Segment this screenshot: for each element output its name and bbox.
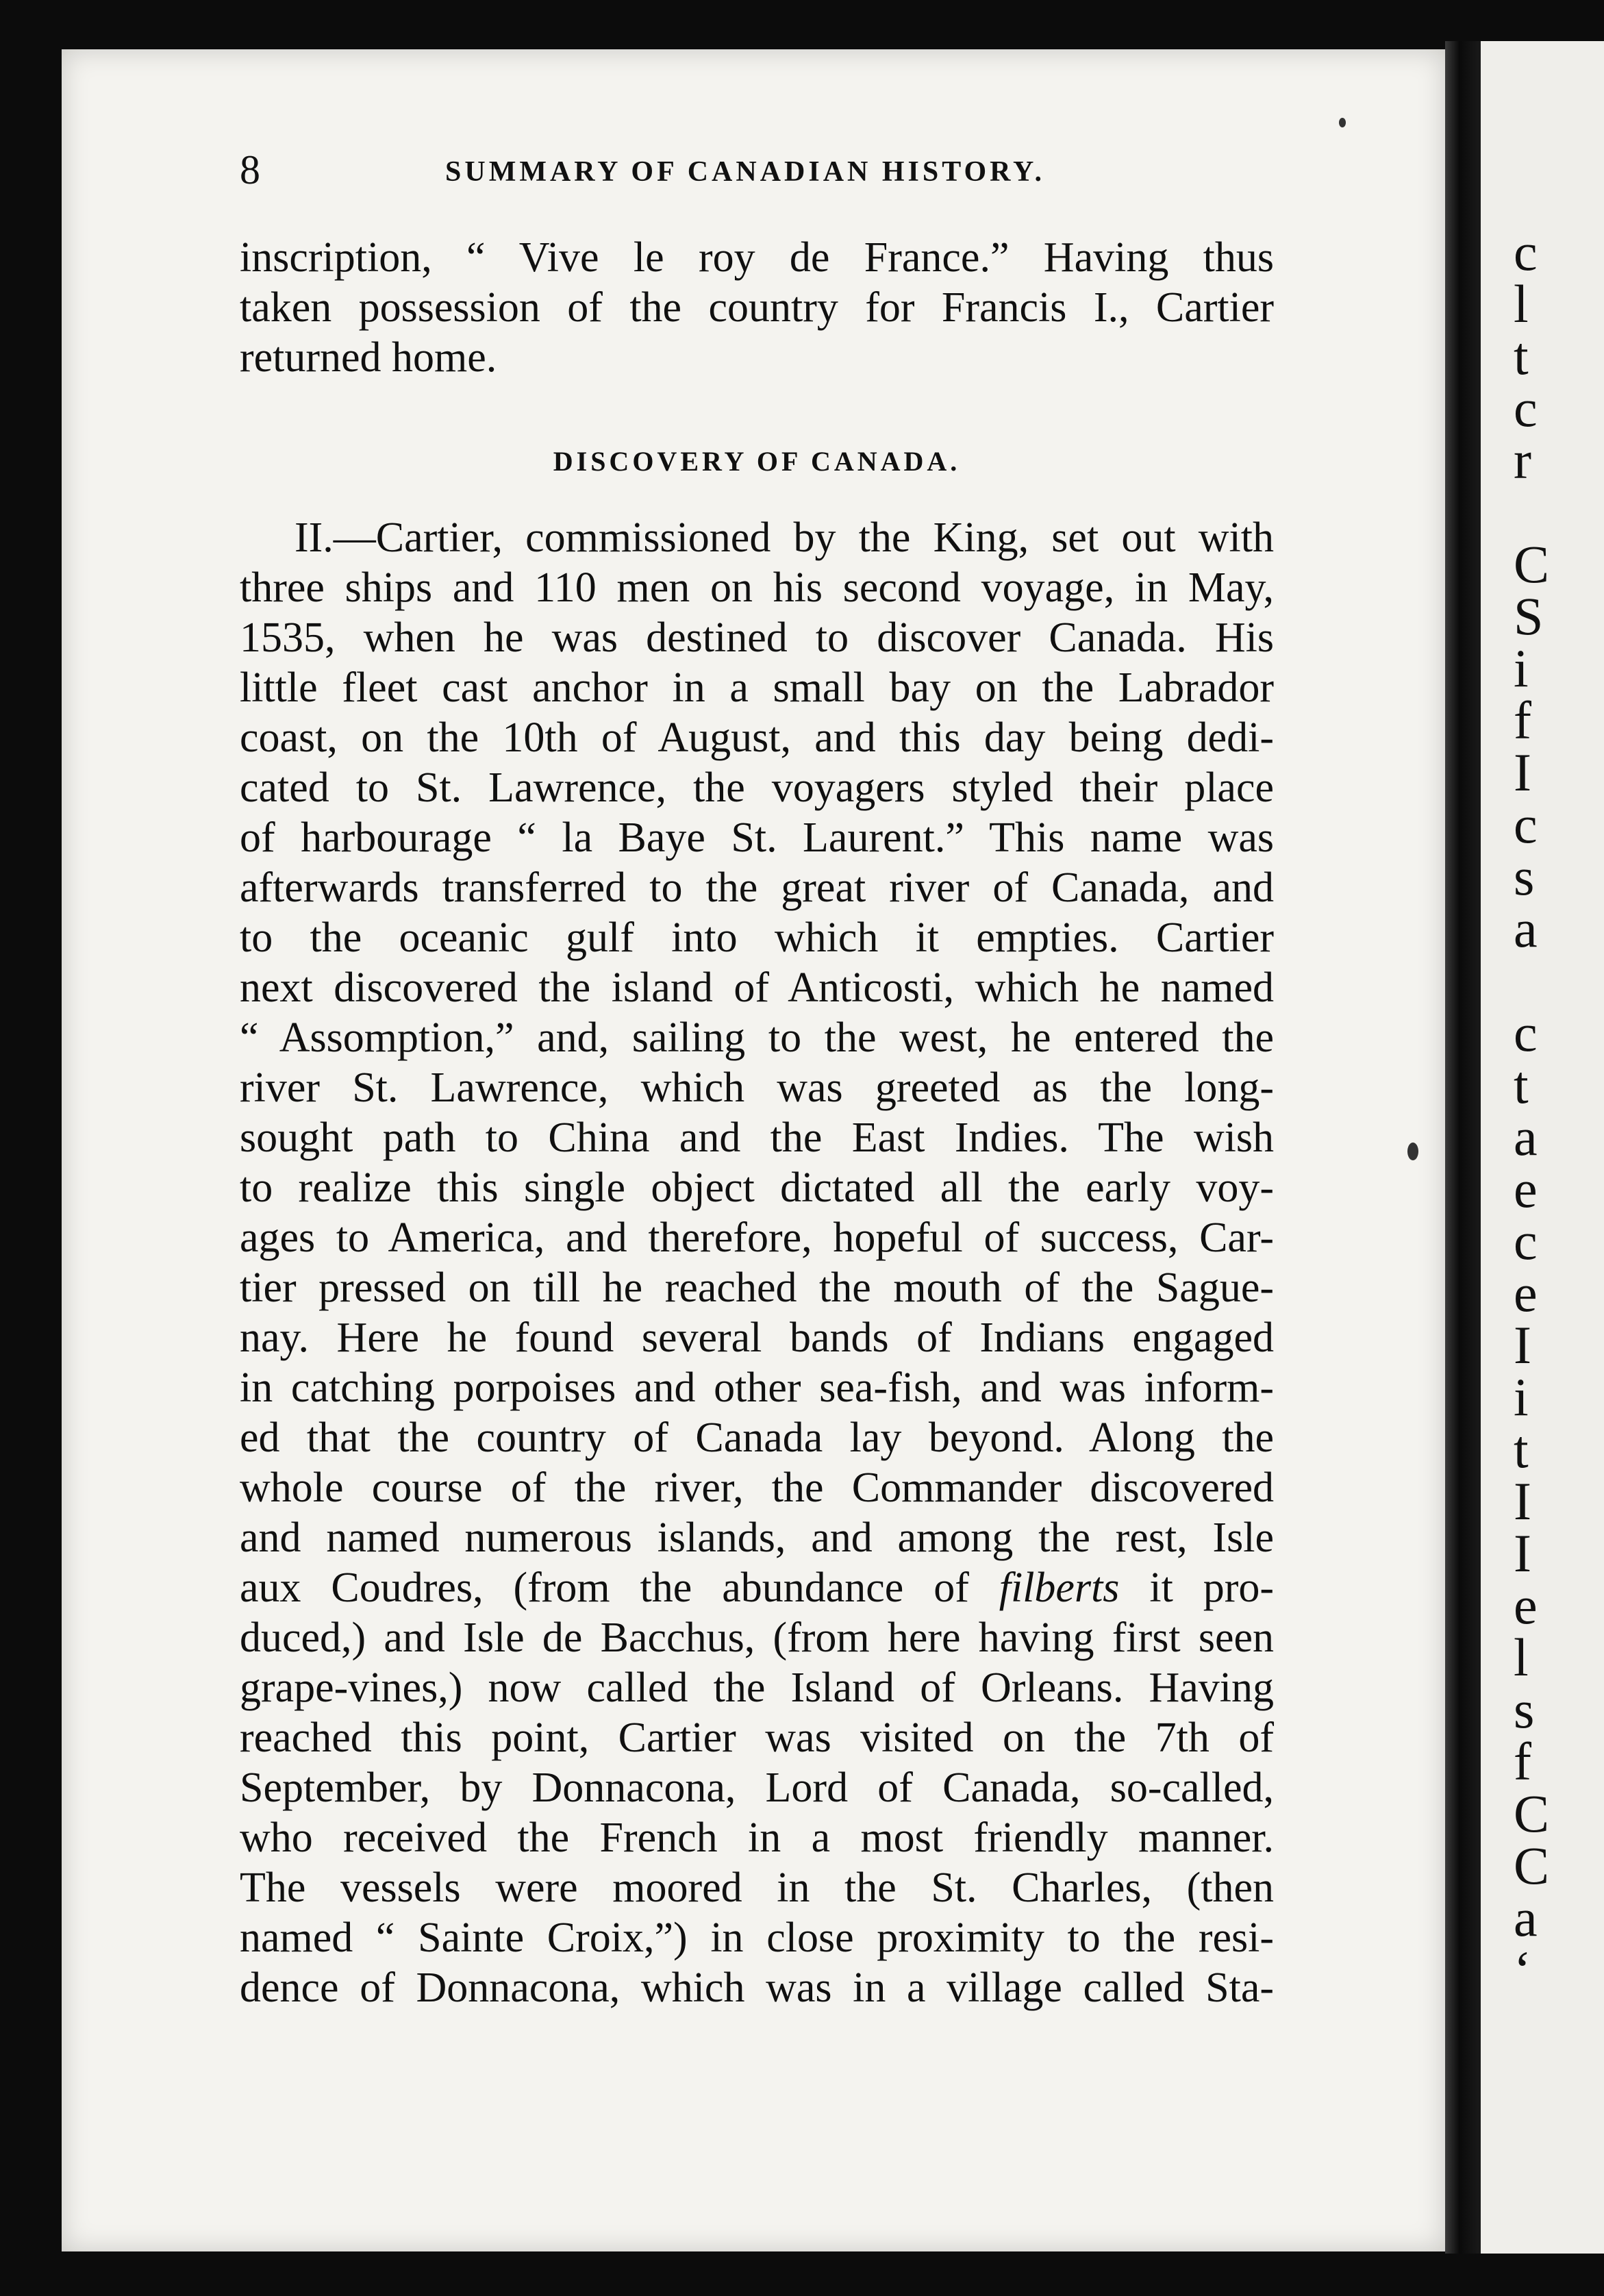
text-line: September, by Donnacona, Lord of Canada, so-called, xyxy=(240,1764,1274,1811)
text-line: who received the French in a most friendly manner. xyxy=(240,1814,1274,1861)
book-gutter xyxy=(1445,41,1481,2254)
text-line: river St. Lawrence, which was greeted as the long- xyxy=(240,1064,1274,1111)
text-line: inscription, “ Vive le roy de France.” Having thus xyxy=(240,234,1274,281)
page-number: 8 xyxy=(240,147,260,192)
text-line: coast, on the 10th of August, and this day being dedi- xyxy=(240,714,1274,761)
italic-word: filberts xyxy=(999,1564,1120,1611)
text-line: taken possession of the country for Francis I., Cartier xyxy=(240,284,1274,331)
text-line: to realize this single object dictated all the early voy- xyxy=(240,1164,1274,1211)
text-segment: it pro- xyxy=(1119,1564,1274,1611)
text-line: whole course of the river, the Commander discovered xyxy=(240,1464,1274,1511)
text-line: ages to America, and therefore, hopeful of success, Car- xyxy=(240,1214,1274,1261)
text-line: of harbourage “ la Baye St. Laurent.” This name was xyxy=(240,814,1274,861)
text-line: in catching porpoises and other sea-fish, and was inform- xyxy=(240,1364,1274,1411)
text-line: reached this point, Cartier was visited on the 7th of xyxy=(240,1714,1274,1761)
text-line: and named numerous islands, and among the rest, Isle xyxy=(240,1514,1274,1561)
text-line: named “ Sainte Croix,”) in close proximity to the resi- xyxy=(240,1914,1274,1961)
text-line: returned home. xyxy=(240,334,497,381)
text-line: afterwards transferred to the great river of Canada, and xyxy=(240,864,1274,911)
running-head-title: SUMMARY OF CANADIAN HISTORY. xyxy=(445,156,1045,188)
text-line: to the oceanic gulf into which it empties. Cartier xyxy=(240,914,1274,961)
text-line: “ Assomption,” and, sailing to the west, he entered the xyxy=(240,1014,1274,1061)
facing-page-edge-text: c l t c r C S i f I c s a c t a e c e I i t I I e l s f C C a ‘ xyxy=(1514,222,1550,1999)
text-line: grape-vines,) now called the Island of Orleans. Having xyxy=(240,1664,1274,1711)
text-line-filberts xyxy=(240,1563,1274,1613)
text-line: nay. Here he found several bands of Indians engaged xyxy=(240,1314,1274,1361)
text-line: 1535, when he was destined to discover Canada. His xyxy=(240,614,1274,661)
text-line: cated to St. Lawrence, the voyagers styled their place xyxy=(240,764,1274,811)
section-heading: DISCOVERY OF CANADA. xyxy=(553,446,961,477)
running-head xyxy=(240,149,1267,190)
text-line: next discovered the island of Anticosti, which he named xyxy=(240,964,1274,1011)
ink-spot xyxy=(1339,118,1346,127)
text-line: sought path to China and the East Indies. The wish xyxy=(240,1114,1274,1161)
text-line: ed that the country of Canada lay beyond. Along the xyxy=(240,1414,1274,1461)
text-line: II.—Cartier, commissioned by the King, set out with xyxy=(295,514,1274,561)
text-line: little fleet cast anchor in a small bay on the Labrador xyxy=(240,664,1274,711)
text-line: tier pressed on till he reached the mouth of the Sague- xyxy=(240,1264,1274,1311)
text-line: The vessels were moored in the St. Charles, (then xyxy=(240,1864,1274,1911)
body-text xyxy=(240,233,1274,2013)
text-line: three ships and 110 men on his second voyage, in May, xyxy=(240,564,1274,611)
text-segment: aux Coudres, (from the abundance of xyxy=(240,1564,999,1611)
text-line: dence of Donnacona, which was in a village called Sta- xyxy=(240,1964,1274,2011)
text-line: duced,) and Isle de Bacchus, (from here having first seen xyxy=(240,1614,1274,1661)
ink-spot xyxy=(1407,1143,1418,1160)
